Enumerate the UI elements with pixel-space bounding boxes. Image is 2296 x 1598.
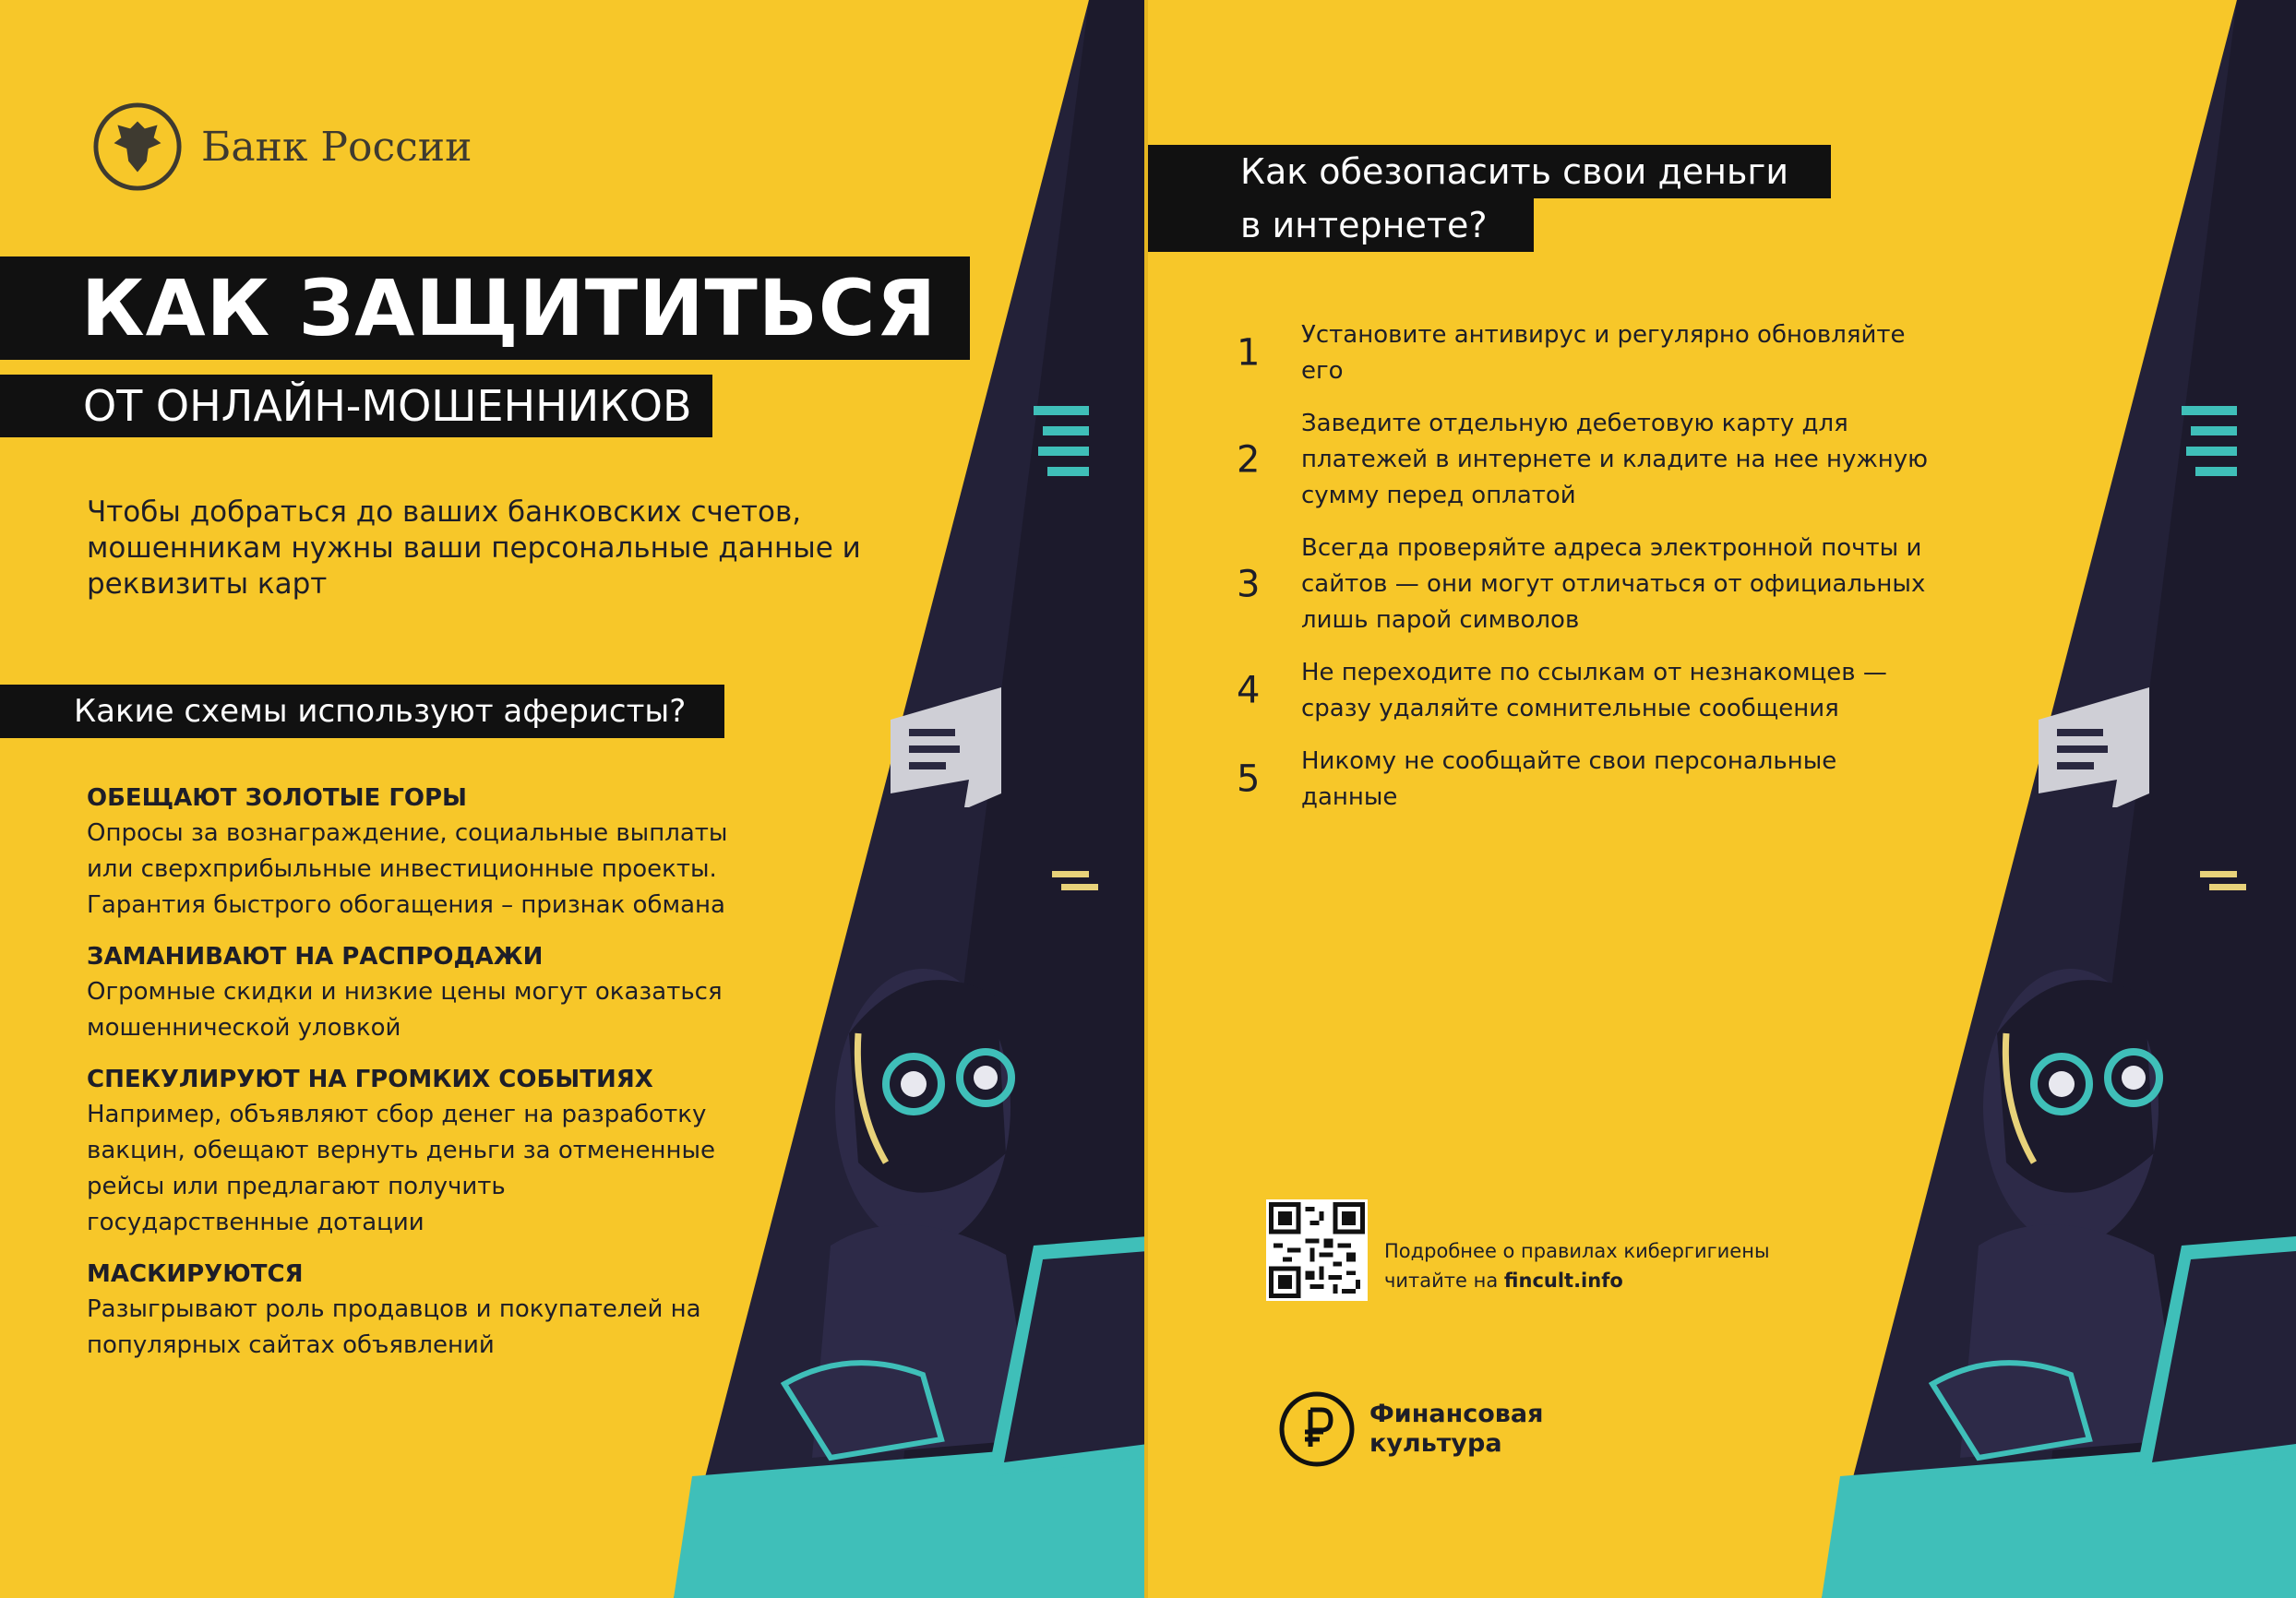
scheme-title: МАСКИРУЮТСЯ [87,1260,304,1288]
schemes-header: Какие схемы используют аферисты? [0,685,724,738]
tip-number: 5 [1237,757,1261,801]
more-info-line1: Подробнее о правилах кибергигиены [1384,1240,1770,1262]
scheme-item [87,1062,733,1241]
scheme-title: ОБЕЩАЮТ ЗОЛОТЫЕ ГОРЫ [87,784,468,812]
tip-text: Никому не сообщайте свои персональные данные [1301,747,1837,811]
scheme-item [87,939,733,1046]
scheme-text: Опросы за вознаграждение, социальные выплаты или сверхприбыльные инвестиционные проекты. Гарантия быстрого обогащения – признак обмана [87,819,728,919]
scheme-title: ЗАМАНИВАЮТ НА РАСПРОДАЖИ [87,943,544,971]
fincult-logo [1277,1389,1543,1469]
tip-item [1237,317,1938,389]
tip-number: 1 [1237,331,1261,375]
fincult-link[interactable]: fincult.info [1503,1270,1623,1292]
tip-item [1237,655,1938,727]
bank-name: Банк России [201,123,472,171]
right-page [1148,0,2296,1598]
scheme-text: Например, объявляют сбор денег на разработку вакцин, обещают вернуть деньги за отмененные рейсы или предлагают получить государственные дотации [87,1101,716,1236]
bank-logo [92,101,472,192]
scheme-text: Разыгрывают роль продавцов и покупателей на популярных сайтах объявлений [87,1295,701,1359]
tips-header-line1: Как обезопасить свои деньги [1148,145,1831,198]
intro-text: Чтобы добраться до ваших банковских счетов, мошенникам нужны ваши персональные данные и реквизиты карт [87,495,861,601]
tip-text: Заведите отдельную дебетовую карту для платежей в интернете и кладите на нее нужную сумму перед оплатой [1301,410,1929,509]
fincult-name [1369,1400,1543,1459]
tip-item [1237,744,1938,816]
tip-number: 3 [1237,563,1261,605]
double-headed-eagle-icon [92,101,183,192]
tip-item [1237,406,1938,514]
tip-text: Установите антивирус и регулярно обновляйте его [1301,321,1906,385]
more-info-block [1266,1199,1770,1301]
tip-text: Не переходите по ссылкам от незнакомцев — сразу удаляйте сомнительные сообщения [1301,659,1887,722]
more-info-text [1384,1236,1770,1295]
schemes-list [87,781,733,1379]
tip-number: 4 [1237,669,1261,712]
scheme-title: СПЕКУЛИРУЮТ НА ГРОМКИХ СОБЫТИЯХ [87,1066,653,1093]
tip-item [1237,531,1938,638]
scheme-item [87,1257,733,1364]
scheme-text: Огромные скидки и низкие цены могут оказаться мошеннической уловкой [87,978,723,1042]
tip-text: Всегда проверяйте адреса электронной почты и сайтов — они могут отличаться от официальных лишь парой символов [1301,534,1926,634]
scheme-item [87,781,733,924]
fincult-line2: культура [1369,1429,1502,1458]
tip-number: 2 [1237,438,1261,481]
page-title: КАК ЗАЩИТИТЬСЯ [0,256,970,360]
more-info-prefix: читайте на [1384,1270,1504,1292]
tips-header-line2: в интернете? [1148,198,1534,252]
page-subtitle: ОТ ОНЛАЙН-МОШЕННИКОВ [0,375,712,437]
fincult-line1: Финансовая [1369,1400,1544,1428]
qr-code-icon[interactable] [1266,1199,1368,1301]
ruble-coin-icon [1277,1389,1357,1469]
tips-list [1237,317,1938,832]
